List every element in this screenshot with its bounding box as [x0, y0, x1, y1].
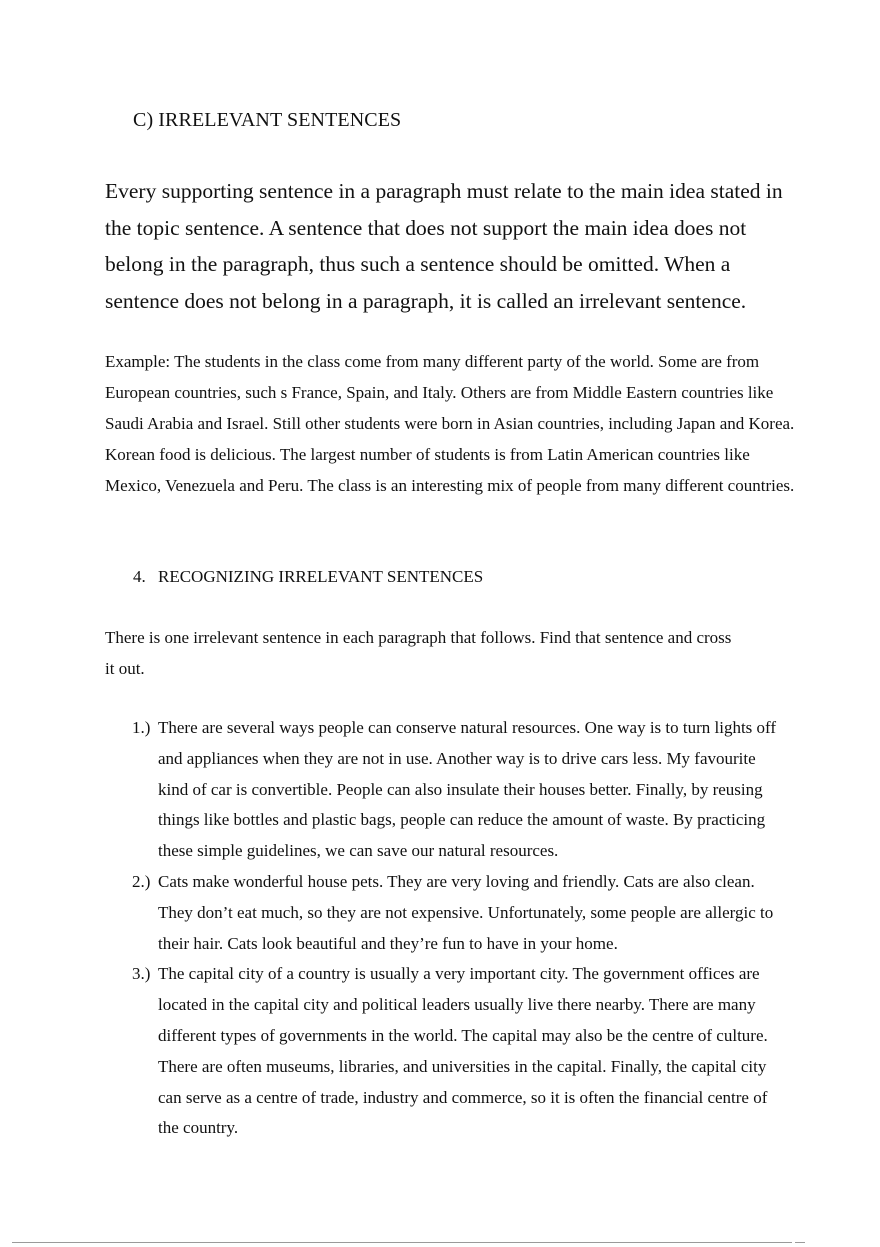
footer-divider-tick — [795, 1242, 805, 1243]
exercise-item-marker: 3.) — [132, 964, 151, 984]
intro-paragraph: Every supporting sentence in a paragraph must relate to the main idea stated in the topic sentence. A sentence that does not support the main idea does not belong in the paragraph, thus such a sentence should be omitted. When a sentence does not belong in a paragraph, it is called an irrelevant sentence. — [105, 179, 783, 313]
example-paragraph: Example: The students in the class come from many different party of the world. Some are from European countries, such s France, Spain, and Italy. Others are from Middle Eastern countries like Saudi Arabia and Israel. Still other students were born in Asian countries, including Japan and Korea. Korean food is delicious. The largest number of students is from Latin American countries like Mexico, Venezuela and Peru. The class is an interesting mix of people from many different countries. — [105, 352, 795, 495]
exercise-item — [105, 867, 785, 959]
exercise-heading-text: RECOGNIZING IRRELEVANT SENTENCES — [158, 567, 484, 586]
exercise-instructions: There is one irrelevant sentence in each paragraph that follows. Find that sentence and cross it out. — [105, 628, 732, 678]
exercise-item — [105, 959, 785, 1144]
exercise-number: 4. — [133, 567, 146, 586]
section-title: C) IRRELEVANT SENTENCES — [133, 109, 402, 131]
exercise-item-marker: 2.) — [132, 871, 151, 891]
exercise-item-text: Cats make wonderful house pets. They are very loving and friendly. Cats are also clean. They don’t eat much, so they are not expensive. Unfortunately, some people are allergic to their hair. Cats look beautiful and they’re fun to have in your home. — [158, 871, 774, 953]
exercise-heading — [133, 564, 483, 590]
exercise-list — [105, 713, 785, 1144]
exercise-item-text: The capital city of a country is usually a very important city. The government offices are located in the capital city and political leaders usually live there nearby. There are many different types of governments in the world. The capital may also be the centre of culture. There are often museums, libraries, and universities in the capital. Finally, the capital city can serve as a centre of trade, industry and commerce, so it is often the financial centre of the country. — [158, 964, 768, 1138]
exercise-item — [105, 713, 785, 867]
exercise-item-marker: 1.) — [132, 718, 151, 737]
footer-divider — [12, 1242, 792, 1243]
exercise-item-text: There are several ways people can conserve natural resources. One way is to turn lights off and appliances when they are not in use. Another way is to drive cars less. My favourite kind of car is convertible. People can also insulate their houses better. Finally, by reusing things like bottles and plastic bags, people can reduce the amount of waste. By practicing these simple guidelines, we can save our natural resources. — [158, 718, 777, 861]
